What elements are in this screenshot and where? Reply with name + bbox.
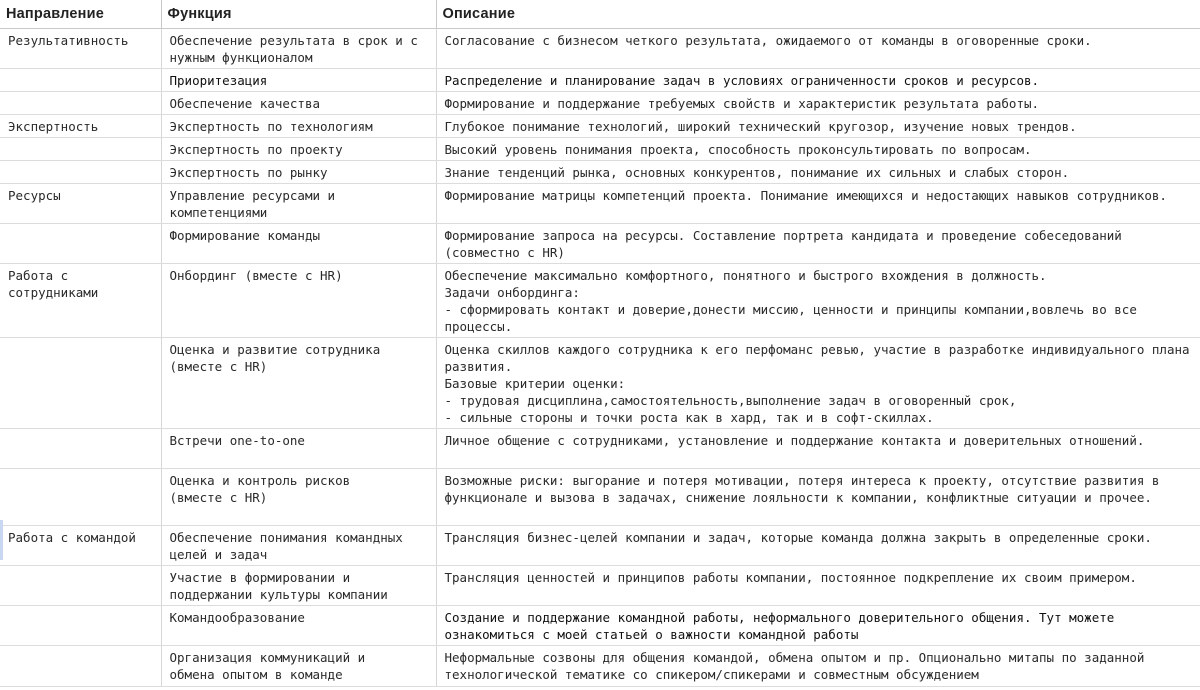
cell-description[interactable]: Обеспечение максимально комфортного, понятного и быстрого вхождения в должность. Задачи онбординга: - сформировать контакт и доверие,донести миссию, ценности и принципы компании,вовлечь во все процессы.	[436, 264, 1200, 338]
table-row	[0, 161, 1200, 184]
cell-direction[interactable]: Работа с сотрудниками	[0, 264, 161, 338]
cell-direction[interactable]	[0, 224, 161, 264]
cell-function[interactable]: Приоритезация	[161, 69, 436, 92]
cell-function[interactable]: Обеспечение результата в срок и с нужным функционалом	[161, 29, 436, 69]
cell-direction[interactable]	[0, 606, 161, 646]
header-function[interactable]: Функция	[161, 0, 436, 29]
table-row	[0, 92, 1200, 115]
cell-direction[interactable]	[0, 92, 161, 115]
table-row	[0, 29, 1200, 69]
cell-direction[interactable]: Ресурсы	[0, 184, 161, 224]
cell-direction[interactable]	[0, 338, 161, 429]
cell-function[interactable]: Формирование команды	[161, 224, 436, 264]
table-row	[0, 184, 1200, 224]
cell-function[interactable]: Оценка и контроль рисков (вместе с HR)	[161, 469, 436, 526]
cell-direction[interactable]	[0, 646, 161, 687]
cell-description[interactable]: Формирование матрицы компетенций проекта. Понимание имеющихся и недостающих навыков сотрудников.	[436, 184, 1200, 224]
cell-direction[interactable]	[0, 469, 161, 526]
cell-description[interactable]: Знание тенденций рынка, основных конкурентов, понимание их сильных и слабых сторон.	[436, 161, 1200, 184]
cell-description[interactable]: Трансляция бизнес-целей компании и задач, которые команда должна закрыть в определенные сроки.	[436, 526, 1200, 566]
cell-function[interactable]: Экспертность по рынку	[161, 161, 436, 184]
cell-function[interactable]: Командообразование	[161, 606, 436, 646]
cell-function[interactable]: Экспертность по технологиям	[161, 115, 436, 138]
cell-function[interactable]: Обеспечение качества	[161, 92, 436, 115]
cell-function[interactable]: Онбординг (вместе с HR)	[161, 264, 436, 338]
cell-direction[interactable]	[0, 161, 161, 184]
cell-function[interactable]: Управление ресурсами и компетенциями	[161, 184, 436, 224]
cell-function[interactable]: Оценка и развитие сотрудника (вместе с HR)	[161, 338, 436, 429]
cell-description[interactable]: Распределение и планирование задач в условиях ограниченности сроков и ресурсов.	[436, 69, 1200, 92]
table-row	[0, 138, 1200, 161]
cell-description[interactable]: Возможные риски: выгорание и потеря мотивации, потеря интереса к проекту, отсутствие развития в функционале и вызова в задачах, снижение лояльности к компании, конфликтные ситуации и прочее.	[436, 469, 1200, 526]
cell-description[interactable]: Согласование с бизнесом четкого результата, ожидаемого от команды в оговоренные сроки.	[436, 29, 1200, 69]
cell-function[interactable]: Обеспечение понимания командных целей и задач	[161, 526, 436, 566]
cell-direction[interactable]	[0, 429, 161, 469]
header-direction[interactable]: Направление	[0, 0, 161, 29]
table-row	[0, 526, 1200, 566]
table-row	[0, 115, 1200, 138]
cell-description[interactable]: Глубокое понимание технологий, широкий технический кругозор, изучение новых трендов.	[436, 115, 1200, 138]
table-row	[0, 469, 1200, 526]
cell-description[interactable]: Создание и поддержание командной работы, неформального доверительного общения. Тут можете ознакомиться с моей статьей о важности командной работы	[436, 606, 1200, 646]
cell-direction[interactable]	[0, 566, 161, 606]
row-selection-marker	[0, 520, 3, 560]
cell-function[interactable]: Встречи one-to-one	[161, 429, 436, 469]
table-row	[0, 646, 1200, 687]
table-row	[0, 224, 1200, 264]
cell-direction[interactable]: Результативность	[0, 29, 161, 69]
table-row	[0, 264, 1200, 338]
cell-function[interactable]: Организация коммуникаций и обмена опытом в команде	[161, 646, 436, 687]
cell-direction[interactable]: Работа с командой	[0, 526, 161, 566]
cell-description[interactable]: Оценка скиллов каждого сотрудника к его перфоманс ревью, участие в разработке индивидуального плана развития. Базовые критерии оценки: - трудовая дисциплина,самостоятельность,выполнение задач в оговоренный срок, - сильные стороны и точки роста как в хард, так и в софт-скиллах.	[436, 338, 1200, 429]
cell-description[interactable]: Формирование и поддержание требуемых свойств и характеристик результата работы.	[436, 92, 1200, 115]
cell-description[interactable]: Формирование запроса на ресурсы. Составление портрета кандидата и проведение собеседований (совместно с HR)	[436, 224, 1200, 264]
cell-description[interactable]: Трансляция ценностей и принципов работы компании, постоянное подкрепление их своим примером.	[436, 566, 1200, 606]
cell-direction[interactable]	[0, 69, 161, 92]
table-row	[0, 429, 1200, 469]
cell-function[interactable]: Участие в формировании и поддержании культуры компании	[161, 566, 436, 606]
table-row	[0, 338, 1200, 429]
cell-function[interactable]: Экспертность по проекту	[161, 138, 436, 161]
header-row	[0, 0, 1200, 29]
table-row	[0, 606, 1200, 646]
cell-description[interactable]: Неформальные созвоны для общения командой, обмена опытом и пр. Опционально митапы по заданной технологической тематике со спикером/спикерами и совместным обсуждением	[436, 646, 1200, 687]
header-description[interactable]: Описание	[436, 0, 1200, 29]
table-row	[0, 69, 1200, 92]
cell-direction[interactable]: Экспертность	[0, 115, 161, 138]
table-row	[0, 566, 1200, 606]
cell-description[interactable]: Личное общение с сотрудниками, установление и поддержание контакта и доверительных отношений.	[436, 429, 1200, 469]
cell-direction[interactable]	[0, 138, 161, 161]
cell-description[interactable]: Высокий уровень понимания проекта, способность проконсультировать по вопросам.	[436, 138, 1200, 161]
